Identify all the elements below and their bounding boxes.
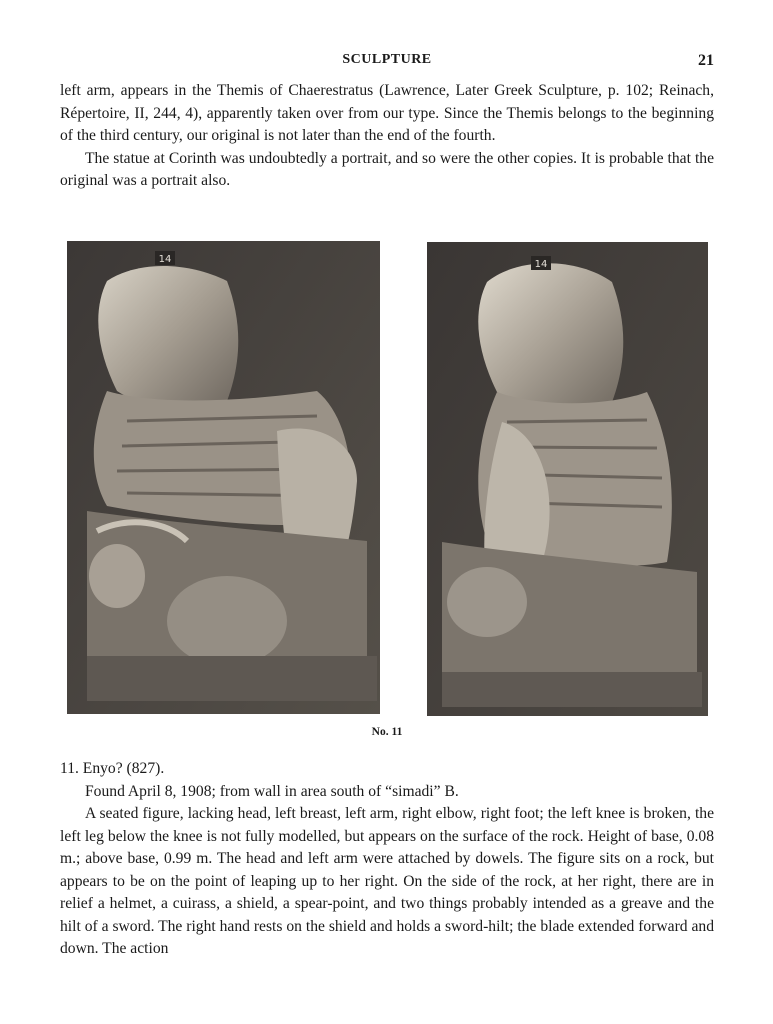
catalogue-entry <box>60 758 714 961</box>
top-text-block <box>60 80 714 193</box>
page-number: 21 <box>698 52 714 69</box>
statue-photo-front <box>67 241 380 714</box>
photo-label-right: 14 <box>534 259 548 270</box>
statue-side-image <box>427 242 708 716</box>
statue-front-image <box>67 241 380 714</box>
figure-caption: No. 11 <box>371 726 403 738</box>
paragraph-continuation: left arm, appears in the Themis of Chaerestratus (Lawrence, Later Greek Sculpture, p. 102; Reinach, Répertoire, II, 244, 4), apparently taken over from our type. Since the Themis belongs to the beginning of the third century, our original is not later than the end of the fourth. <box>60 82 714 144</box>
entry-description: A seated figure, lacking head, left breast, left arm, right elbow, right foot; the left knee is broken, the left leg below the knee is not fully modelled, but appears on the surface of the rock. Height of base, 0.08 m.; above base, 0.99 m. The head and left arm were attached by dowels. The figure sits on a rock, but appears to be on the point of leaping up to her right. On the side of the rock, at her right, there are in relief a helmet, a cuirass, a shield, a spear-point, and two things probably intended as a greave and the hilt of a sword. The right hand rests on the shield and holds a sword-hilt; the blade extended forward and down. The action <box>60 805 714 957</box>
entry-heading: 11. Enyo? (827). <box>60 760 165 777</box>
photo-label-left: 14 <box>158 254 172 265</box>
running-head: SCULPTURE <box>342 52 432 67</box>
page-header <box>60 52 714 72</box>
entry-findspot: Found April 8, 1908; from wall in area south of “simadi” B. <box>85 782 459 800</box>
statue-photo-side <box>427 242 708 716</box>
paragraph-portrait: The statue at Corinth was undoubtedly a portrait, and so were the other copies. It is probable that the original was a portrait also. <box>60 149 714 189</box>
